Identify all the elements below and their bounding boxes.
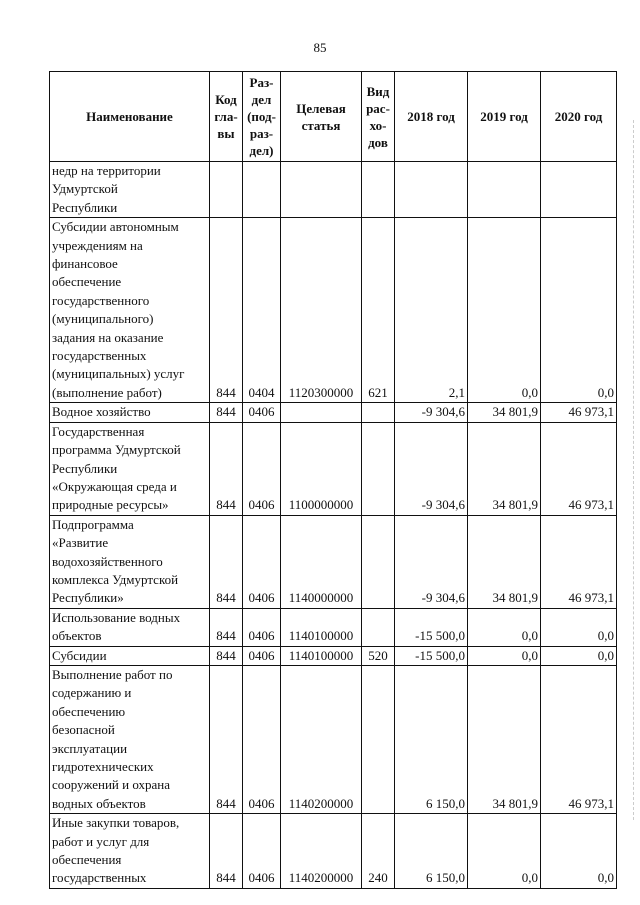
cell-name: Подпрограмма «Развитие водохозяйственного комплекса Удмуртской Республики» bbox=[50, 515, 210, 608]
cell-y2020 bbox=[541, 162, 617, 218]
cell-section: 0406 bbox=[243, 646, 281, 665]
cell-y2020: 0,0 bbox=[541, 218, 617, 403]
cell-section: 0406 bbox=[243, 814, 281, 889]
table-row bbox=[50, 403, 617, 422]
cell-code: 844 bbox=[210, 218, 243, 403]
cell-code bbox=[210, 162, 243, 218]
cell-code: 844 bbox=[210, 608, 243, 646]
cell-y2018: 2,1 bbox=[395, 218, 468, 403]
header-type: Вид рас- хо- дов bbox=[362, 72, 395, 162]
cell-y2018: -15 500,0 bbox=[395, 608, 468, 646]
header-section: Раз- дел (под- раз- дел) bbox=[243, 72, 281, 162]
cell-type bbox=[362, 665, 395, 813]
header-2020: 2020 год bbox=[541, 72, 617, 162]
cell-y2018: -9 304,6 bbox=[395, 403, 468, 422]
cell-code: 844 bbox=[210, 515, 243, 608]
cell-y2019: 0,0 bbox=[468, 814, 541, 889]
cell-y2020: 0,0 bbox=[541, 646, 617, 665]
header-name: Наименование bbox=[50, 72, 210, 162]
table-row bbox=[50, 608, 617, 646]
cell-type: 520 bbox=[362, 646, 395, 665]
cell-y2018: -15 500,0 bbox=[395, 646, 468, 665]
cell-section bbox=[243, 162, 281, 218]
budget-table bbox=[49, 71, 617, 889]
cell-name: Государственная программа Удмуртской Республики «Окружающая среда и природные ресурсы» bbox=[50, 422, 210, 515]
cell-section: 0404 bbox=[243, 218, 281, 403]
cell-target bbox=[281, 162, 362, 218]
cell-name: Водное хозяйство bbox=[50, 403, 210, 422]
cell-y2018: 6 150,0 bbox=[395, 814, 468, 889]
cell-name: Выполнение работ по содержанию и обеспечению безопасной эксплуатации гидротехнических сооружений и охрана водных объектов bbox=[50, 665, 210, 813]
table-row bbox=[50, 218, 617, 403]
header-2019: 2019 год bbox=[468, 72, 541, 162]
header-target: Целевая статья bbox=[281, 72, 362, 162]
cell-target: 1140100000 bbox=[281, 608, 362, 646]
cell-name: Субсидии автономным учреждениям на финансовое обеспечение государственного (муниципального) задания на оказание государственных (муниципальных) услуг (выполнение работ) bbox=[50, 218, 210, 403]
cell-name: недр на территории Удмуртской Республики bbox=[50, 162, 210, 218]
cell-target: 1140000000 bbox=[281, 515, 362, 608]
cell-y2018: -9 304,6 bbox=[395, 515, 468, 608]
cell-type bbox=[362, 608, 395, 646]
cell-y2020: 0,0 bbox=[541, 814, 617, 889]
cell-y2019: 0,0 bbox=[468, 608, 541, 646]
cell-code: 844 bbox=[210, 665, 243, 813]
cell-section: 0406 bbox=[243, 665, 281, 813]
table-row bbox=[50, 515, 617, 608]
cell-type: 240 bbox=[362, 814, 395, 889]
cell-section: 0406 bbox=[243, 608, 281, 646]
cell-y2020: 46 973,1 bbox=[541, 422, 617, 515]
cell-type bbox=[362, 403, 395, 422]
scan-edge-mark bbox=[632, 120, 634, 820]
table-row bbox=[50, 162, 617, 218]
cell-y2020: 0,0 bbox=[541, 608, 617, 646]
cell-target: 1140200000 bbox=[281, 814, 362, 889]
cell-y2020: 46 973,1 bbox=[541, 515, 617, 608]
cell-type bbox=[362, 515, 395, 608]
cell-y2019: 0,0 bbox=[468, 646, 541, 665]
cell-section: 0406 bbox=[243, 422, 281, 515]
cell-target: 1100000000 bbox=[281, 422, 362, 515]
cell-name: Субсидии bbox=[50, 646, 210, 665]
table-row bbox=[50, 422, 617, 515]
table-row bbox=[50, 646, 617, 665]
cell-y2018 bbox=[395, 162, 468, 218]
table-row bbox=[50, 665, 617, 813]
cell-type bbox=[362, 162, 395, 218]
cell-code: 844 bbox=[210, 814, 243, 889]
cell-target: 1120300000 bbox=[281, 218, 362, 403]
cell-code: 844 bbox=[210, 403, 243, 422]
cell-y2019: 0,0 bbox=[468, 218, 541, 403]
cell-y2019: 34 801,9 bbox=[468, 665, 541, 813]
header-row bbox=[50, 72, 617, 162]
cell-name: Использование водных объектов bbox=[50, 608, 210, 646]
table-row bbox=[50, 814, 617, 889]
header-2018: 2018 год bbox=[395, 72, 468, 162]
page-number: 85 bbox=[313, 40, 327, 55]
cell-y2019 bbox=[468, 162, 541, 218]
cell-section: 0406 bbox=[243, 515, 281, 608]
cell-section: 0406 bbox=[243, 403, 281, 422]
cell-y2019: 34 801,9 bbox=[468, 422, 541, 515]
cell-type bbox=[362, 422, 395, 515]
cell-y2018: 6 150,0 bbox=[395, 665, 468, 813]
cell-code: 844 bbox=[210, 422, 243, 515]
cell-target: 1140100000 bbox=[281, 646, 362, 665]
cell-code: 844 bbox=[210, 646, 243, 665]
cell-y2020: 46 973,1 bbox=[541, 403, 617, 422]
cell-y2018: -9 304,6 bbox=[395, 422, 468, 515]
cell-y2019: 34 801,9 bbox=[468, 403, 541, 422]
cell-name: Иные закупки товаров, работ и услуг для обеспечения государственных bbox=[50, 814, 210, 889]
cell-target bbox=[281, 403, 362, 422]
cell-type: 621 bbox=[362, 218, 395, 403]
cell-y2019: 34 801,9 bbox=[468, 515, 541, 608]
cell-target: 1140200000 bbox=[281, 665, 362, 813]
cell-y2020: 46 973,1 bbox=[541, 665, 617, 813]
header-code: Код гла- вы bbox=[210, 72, 243, 162]
